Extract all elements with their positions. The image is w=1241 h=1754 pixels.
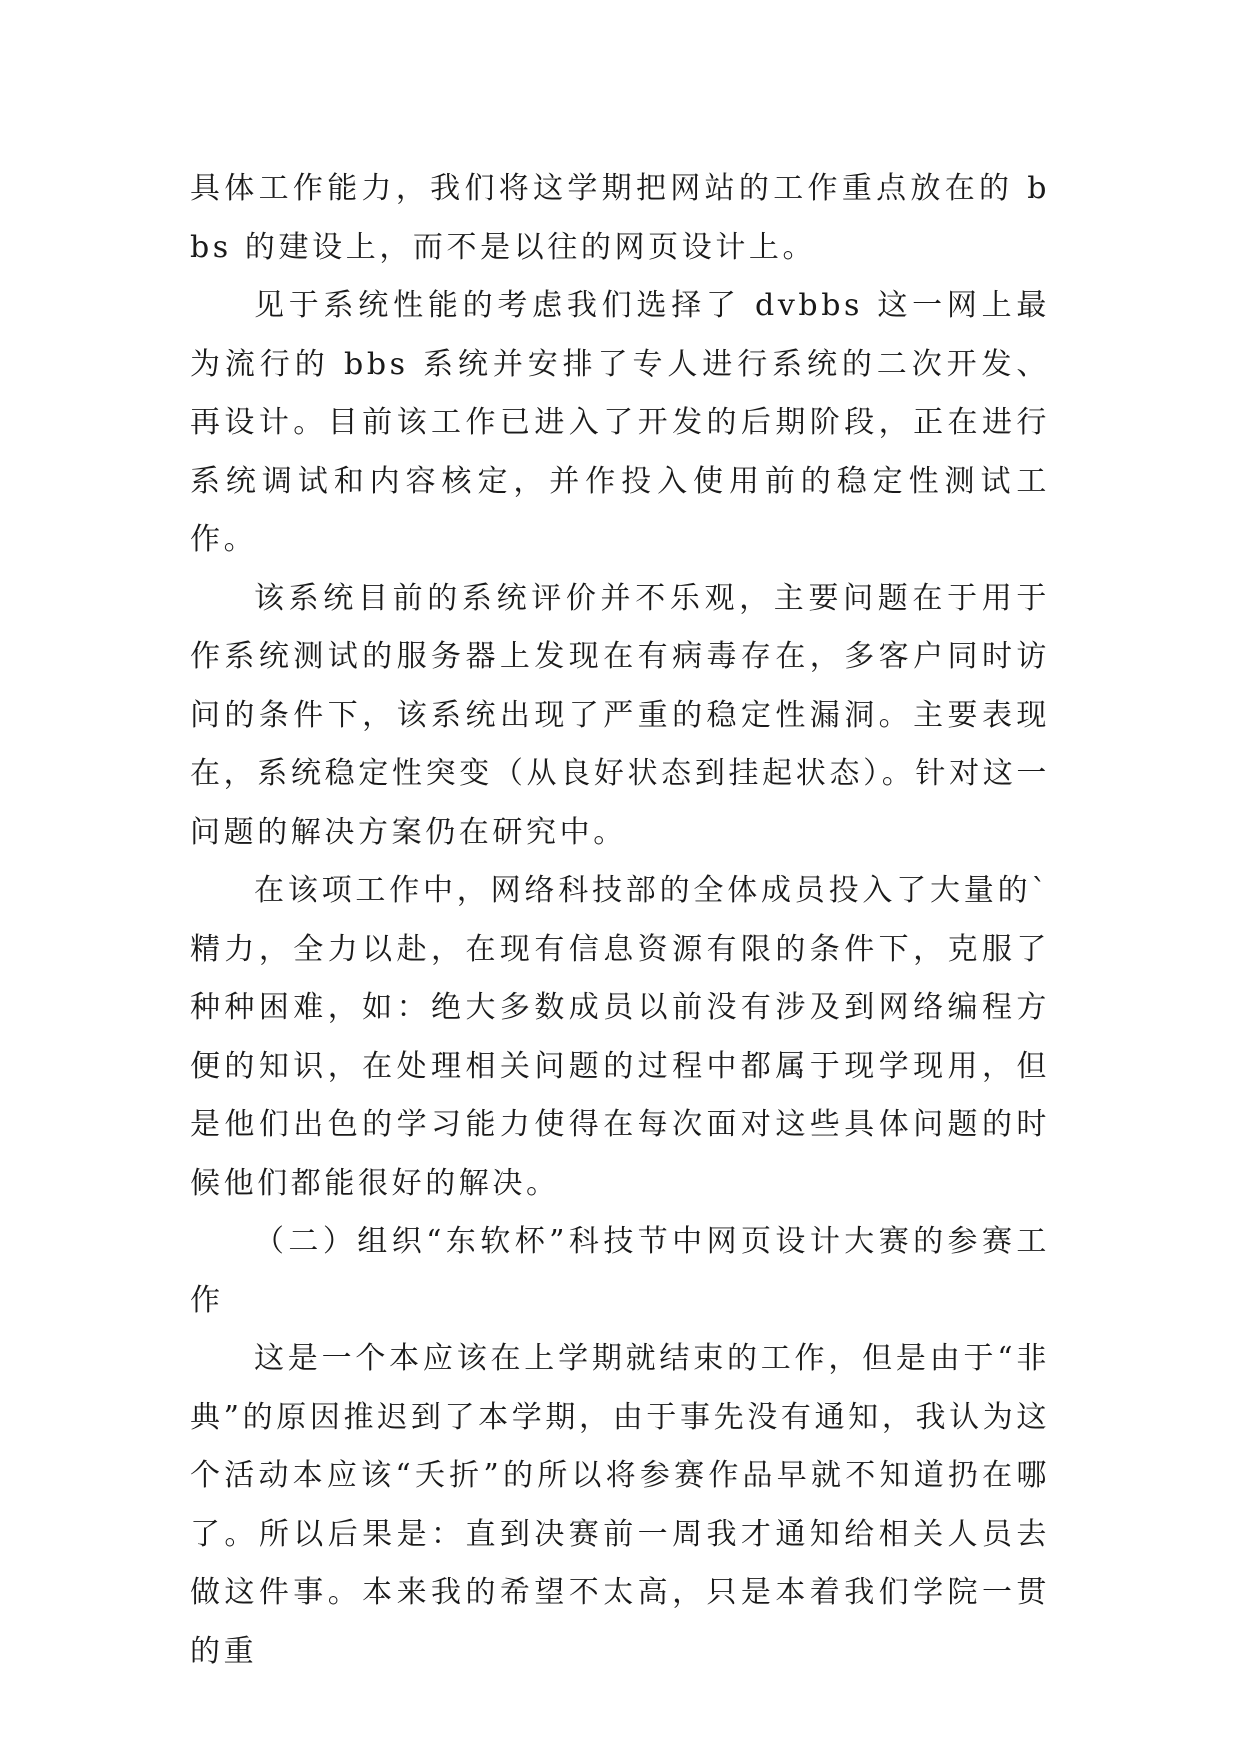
paragraph-dvbbs-selection: 见于系统性能的考虑我们选择了 dvbbs 这一网上最为流行的 bbs 系统并安排了专人进行系统的二次开发、再设计。目前该工作已进入了开发的后期阶段，正在进行系统调试和内容核定，并作投入使用前的稳定性测试工作。 <box>190 288 1050 557</box>
paragraph-contest-background: 这是一个本应该在上学期就结束的工作，但是由于“非典”的原因推迟到了本学期，由于事先没有通知，我认为这个活动本应该“夭折”的所以将参赛作品早就不知道扔在哪了。所以后果是：直到决赛前一周我才通知给相关人员去做这件事。本来我的希望不太高，只是本着我们学院一贯的重 <box>190 1341 1050 1669</box>
paragraph-work-capability: 具体工作能力，我们将这学期把网站的工作重点放在的 bbs 的建设上，而不是以往的网页设计上。 <box>190 171 1050 265</box>
paragraph-system-evaluation: 该系统目前的系统评价并不乐观，主要问题在于用于作系统测试的服务器上发现在有病毒存在，多客户同时访问的条件下，该系统出现了严重的稳定性漏洞。主要表现在，系统稳定性突变（从良好状态到挂起状态）。针对这一问题的解决方案仍在研究中。 <box>190 580 1050 850</box>
section-heading-web-design-contest: （二）组织“东软杯”科技节中网页设计大赛的参赛工作 <box>190 1224 1050 1318</box>
paragraph-team-effort: 在该项工作中，网络科技部的全体成员投入了大量的`精力，全力以赴，在现有信息资源有限的条件下，克服了种种困难，如：绝大多数成员以前没有涉及到网络编程方便的知识，在处理相关问题的过程中都属于现学现用，但是他们出色的学习能力使得在每次面对这些具体问题的时候他们都能很好的解决。 <box>190 873 1050 1201</box>
document-body <box>190 160 1050 1681</box>
